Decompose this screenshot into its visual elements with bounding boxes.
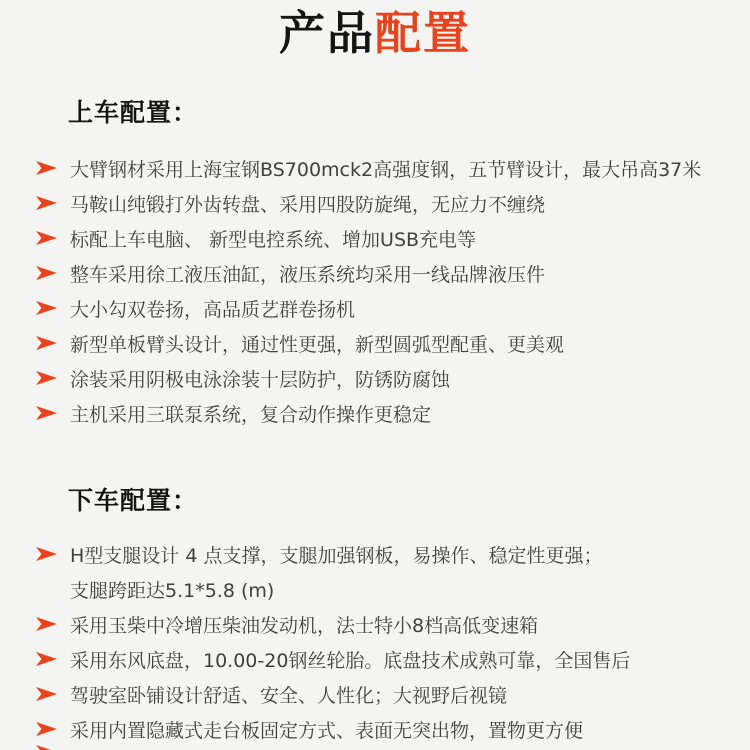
list-item-text: 采用玉柴中冷增压柴油发动机，法士特小8档高低变速箱 bbox=[70, 614, 539, 637]
list-item bbox=[0, 186, 750, 221]
bullet-arrow-icon bbox=[36, 301, 57, 315]
bullet-arrow-icon bbox=[36, 196, 57, 210]
bullet-arrow-icon bbox=[36, 547, 57, 561]
list-item bbox=[0, 361, 750, 396]
list-item-text: 涂装采用阴极电泳涂装十层防护，防锈防腐蚀 bbox=[70, 368, 451, 391]
bullet-arrow-icon bbox=[36, 617, 57, 631]
lower-config-list bbox=[0, 537, 750, 747]
list-item-text: 主机采用三联泵系统，复合动作操作更稳定 bbox=[70, 403, 432, 426]
bullet-arrow-icon bbox=[36, 161, 57, 175]
bullet-arrow-icon bbox=[36, 722, 57, 736]
bullet-arrow-icon bbox=[36, 687, 57, 701]
list-item bbox=[0, 256, 750, 291]
list-item-text: 采用内置隐藏式走台板固定方式、表面无突出物，置物更方便 bbox=[70, 719, 584, 742]
list-item-text: 大臂钢材采用上海宝钢BS700mck2高强度钢，五节臂设计，最大吊高37米 bbox=[70, 158, 702, 181]
list-item-text: 新型单板臂头设计，通过性更强，新型圆弧型配重、更美观 bbox=[70, 333, 565, 356]
bullet-arrow-icon bbox=[36, 336, 57, 350]
list-item bbox=[0, 151, 750, 186]
list-item-text: 驾驶室卧铺设计舒适、安全、人性化；大视野后视镜 bbox=[70, 684, 508, 707]
list-item-text: 大小勾双卷扬，高品质艺群卷扬机 bbox=[70, 298, 356, 321]
list-item-text: 整车采用徐工液压油缸，液压系统均采用一线品牌液压件 bbox=[70, 263, 546, 286]
list-item-text: 采用东风底盘，10.00-20钢丝轮胎。底盘技术成熟可靠，全国售后 bbox=[70, 649, 631, 672]
clipped-bullet-arrow-icon bbox=[36, 744, 57, 750]
list-item-text: 标配上车电脑、 新型电控系统、增加USB充电等 bbox=[70, 228, 477, 251]
list-item-text: H型支腿设计 4 点支撑，支腿加强钢板，易操作、稳定性更强； bbox=[70, 544, 603, 567]
list-item bbox=[0, 677, 750, 712]
page-title bbox=[0, 0, 750, 59]
list-item bbox=[0, 291, 750, 326]
list-item bbox=[0, 642, 750, 677]
bullet-arrow-icon bbox=[36, 652, 57, 666]
list-item bbox=[0, 221, 750, 256]
list-item bbox=[0, 607, 750, 642]
list-item bbox=[0, 326, 750, 361]
bullet-arrow-icon bbox=[36, 406, 57, 420]
list-item bbox=[0, 537, 750, 572]
list-item-text: 马鞍山纯锻打外齿转盘、采用四股防旋绳，无应力不缠绕 bbox=[70, 193, 546, 216]
bullet-arrow-icon bbox=[36, 371, 57, 385]
bullet-arrow-icon bbox=[36, 231, 57, 245]
list-item bbox=[0, 712, 750, 747]
page-title-black-part: 产品 bbox=[279, 6, 375, 60]
section-heading-upper-config: 上车配置： bbox=[68, 97, 199, 127]
list-item bbox=[0, 396, 750, 431]
section-heading-lower-config: 下车配置： bbox=[68, 485, 199, 515]
page-title-orange-part: 配置 bbox=[375, 6, 471, 60]
upper-config-list bbox=[0, 151, 750, 431]
list-item-continuation-text: 支腿跨距达5.1*5.8 (m) bbox=[70, 579, 275, 602]
bullet-arrow-icon bbox=[36, 266, 57, 280]
